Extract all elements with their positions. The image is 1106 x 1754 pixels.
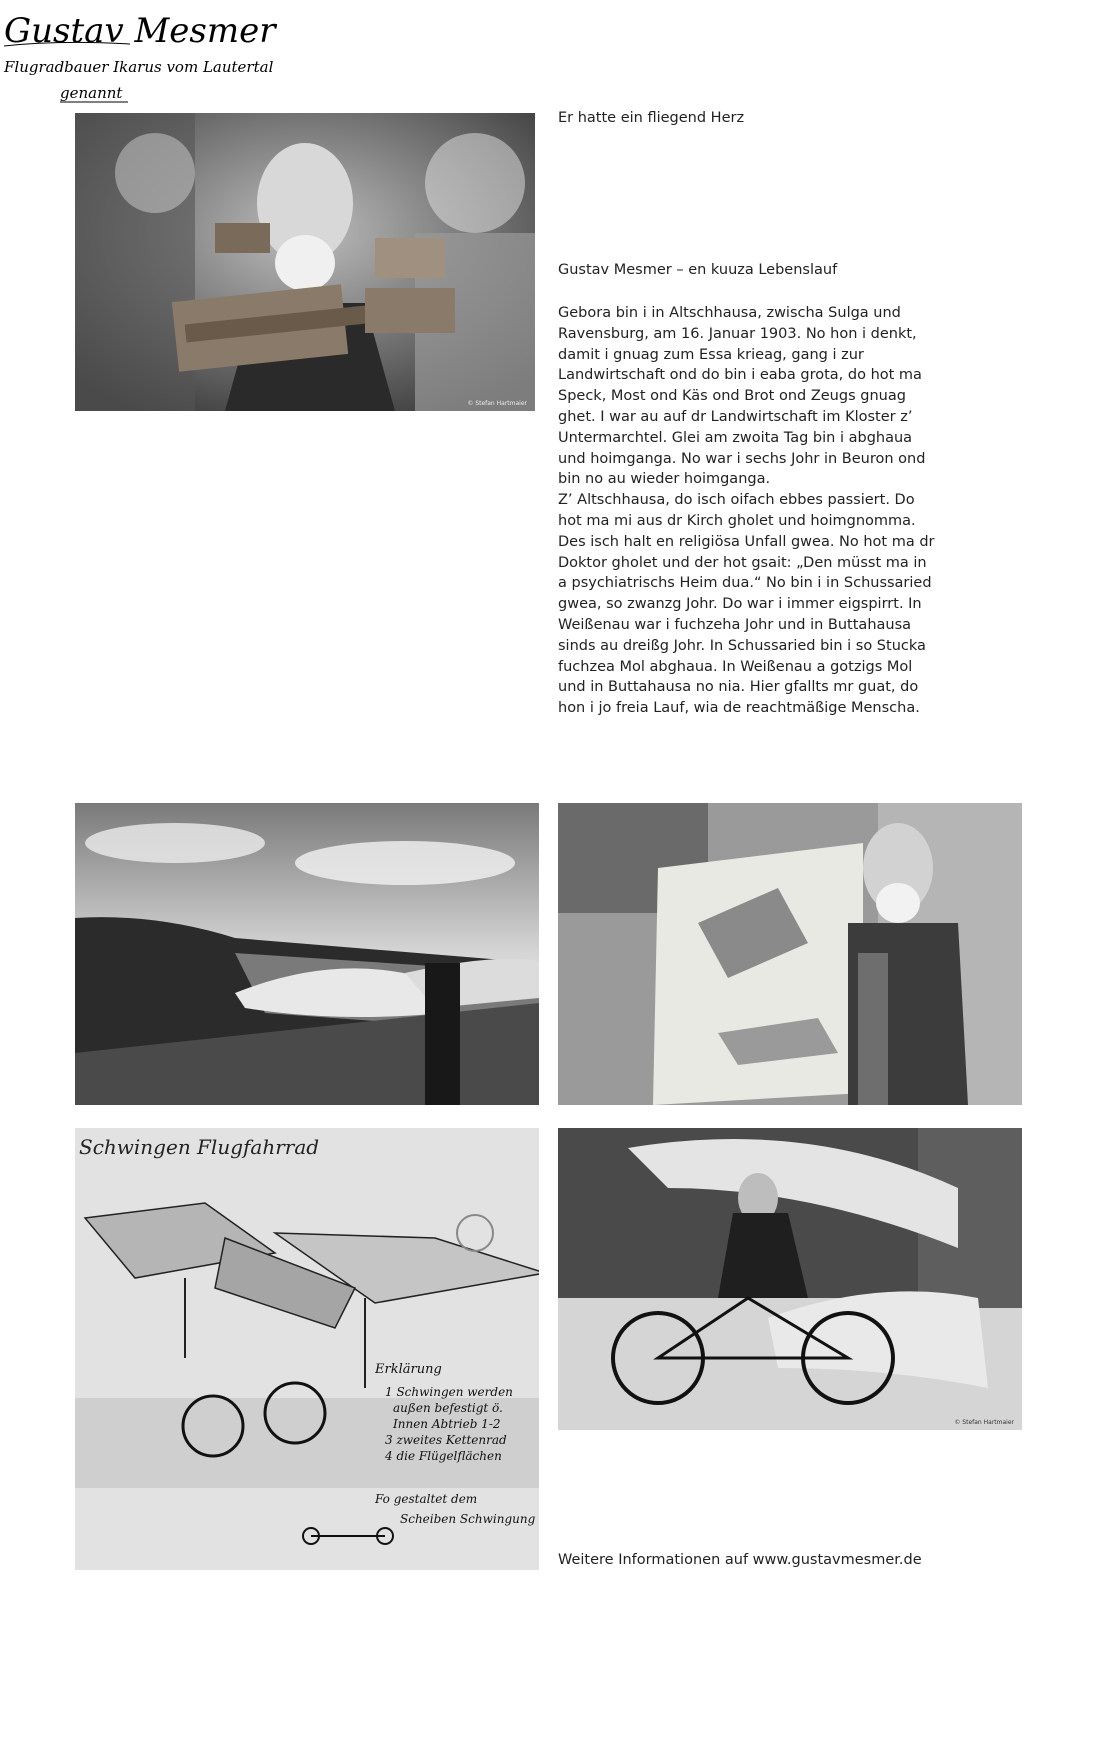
sketch-legend-5b: Scheiben Schwingung <box>400 1512 536 1526</box>
photo-credit-2: © Stefan Hartmaier <box>954 1419 1014 1426</box>
biography-paragraph-1: Gebora bin i in Altschhausa, zwischa Sulga und Ravensburg, am 16. Januar 1903. No hon i denkt, damit i gnuag zum Essa kriea​g, gang i zur Landwirtschaft ond do bin i eaba grota, do hot ma Speck, Most ond Käs ond Brot ond Zeugs gnuag ghet. I war au auf dr Landwirtschaft im Kloster z’ Untermarchtel. Glei am zwoita Tag bin i abghaua und hoimganga. No war i sechs Johr in Beuron ond bin no au wieder hoimganga. <box>558 305 926 488</box>
photo-credit: © Stefan Hartmaier <box>467 400 527 407</box>
portrait-photo <box>75 113 535 411</box>
flying-bicycle-sketch <box>75 1128 539 1570</box>
flying-bicycle-photo <box>558 1128 1022 1430</box>
subtitle: Gustav Mesmer – en kuuza Lebenslauf <box>558 262 838 278</box>
landscape-wings-photo <box>75 803 539 1105</box>
sketch-title: Schwingen Flugfahrrad <box>79 1135 320 1159</box>
signature-image <box>0 0 380 110</box>
sketch-legend-4: 4 die Flügelflächen <box>385 1449 502 1463</box>
signature-name: Gustav Mesmer <box>4 11 276 51</box>
tagline: Er hatte ein fliegend Herz <box>558 110 745 126</box>
sketch-legend-1c: Innen Abtrieb 1-2 <box>393 1417 501 1431</box>
sketch-legend-1b: außen befestigt ö. <box>393 1401 503 1415</box>
sketch-legend-3: 3 zweites Kettenrad <box>385 1433 507 1447</box>
sketch-legend-title: Erklärung <box>375 1362 442 1377</box>
signature-line1: Flugradbauer Ikarus vom Lautertal <box>4 58 274 76</box>
biography-text <box>558 303 938 719</box>
sketch-legend-1: 1 Schwingen werden <box>385 1385 513 1399</box>
biography-paragraph-2: Z’ Altschhausa, do isch oifach ebbes passiert. Do hot ma mi aus dr Kirch gholet und hoimgnomma. Des isch halt en religiösa Unfall gwea. No hot ma dr Doktor gholet und der hot gsait: „Den müsst ma in a psychiatrischs Heim dua.“ No bin i in Schussaried gwea, so zwanzg Johr. Do war i immer eigspirrt. In Weißenau war i fuchzeha Johr und in Buttahausa sinds au dreißg Johr. In Schussaried bin i so Stucka fuchzea Mol abghaua. In Weißenau a gotzigs Mol und in Buttahausa no nia. Hier gfallts mr guat, do hon i jo freia Lauf, wia de reachtmäßige Menscha. <box>558 492 935 717</box>
signature-line2: genannt <box>60 84 123 102</box>
man-with-drawing-photo <box>558 803 1022 1105</box>
sketch-legend-5: Fo gestaltet dem <box>375 1492 478 1506</box>
footer-info-link[interactable]: Weitere Informationen auf www.gustavmesmer.de <box>558 1552 922 1568</box>
